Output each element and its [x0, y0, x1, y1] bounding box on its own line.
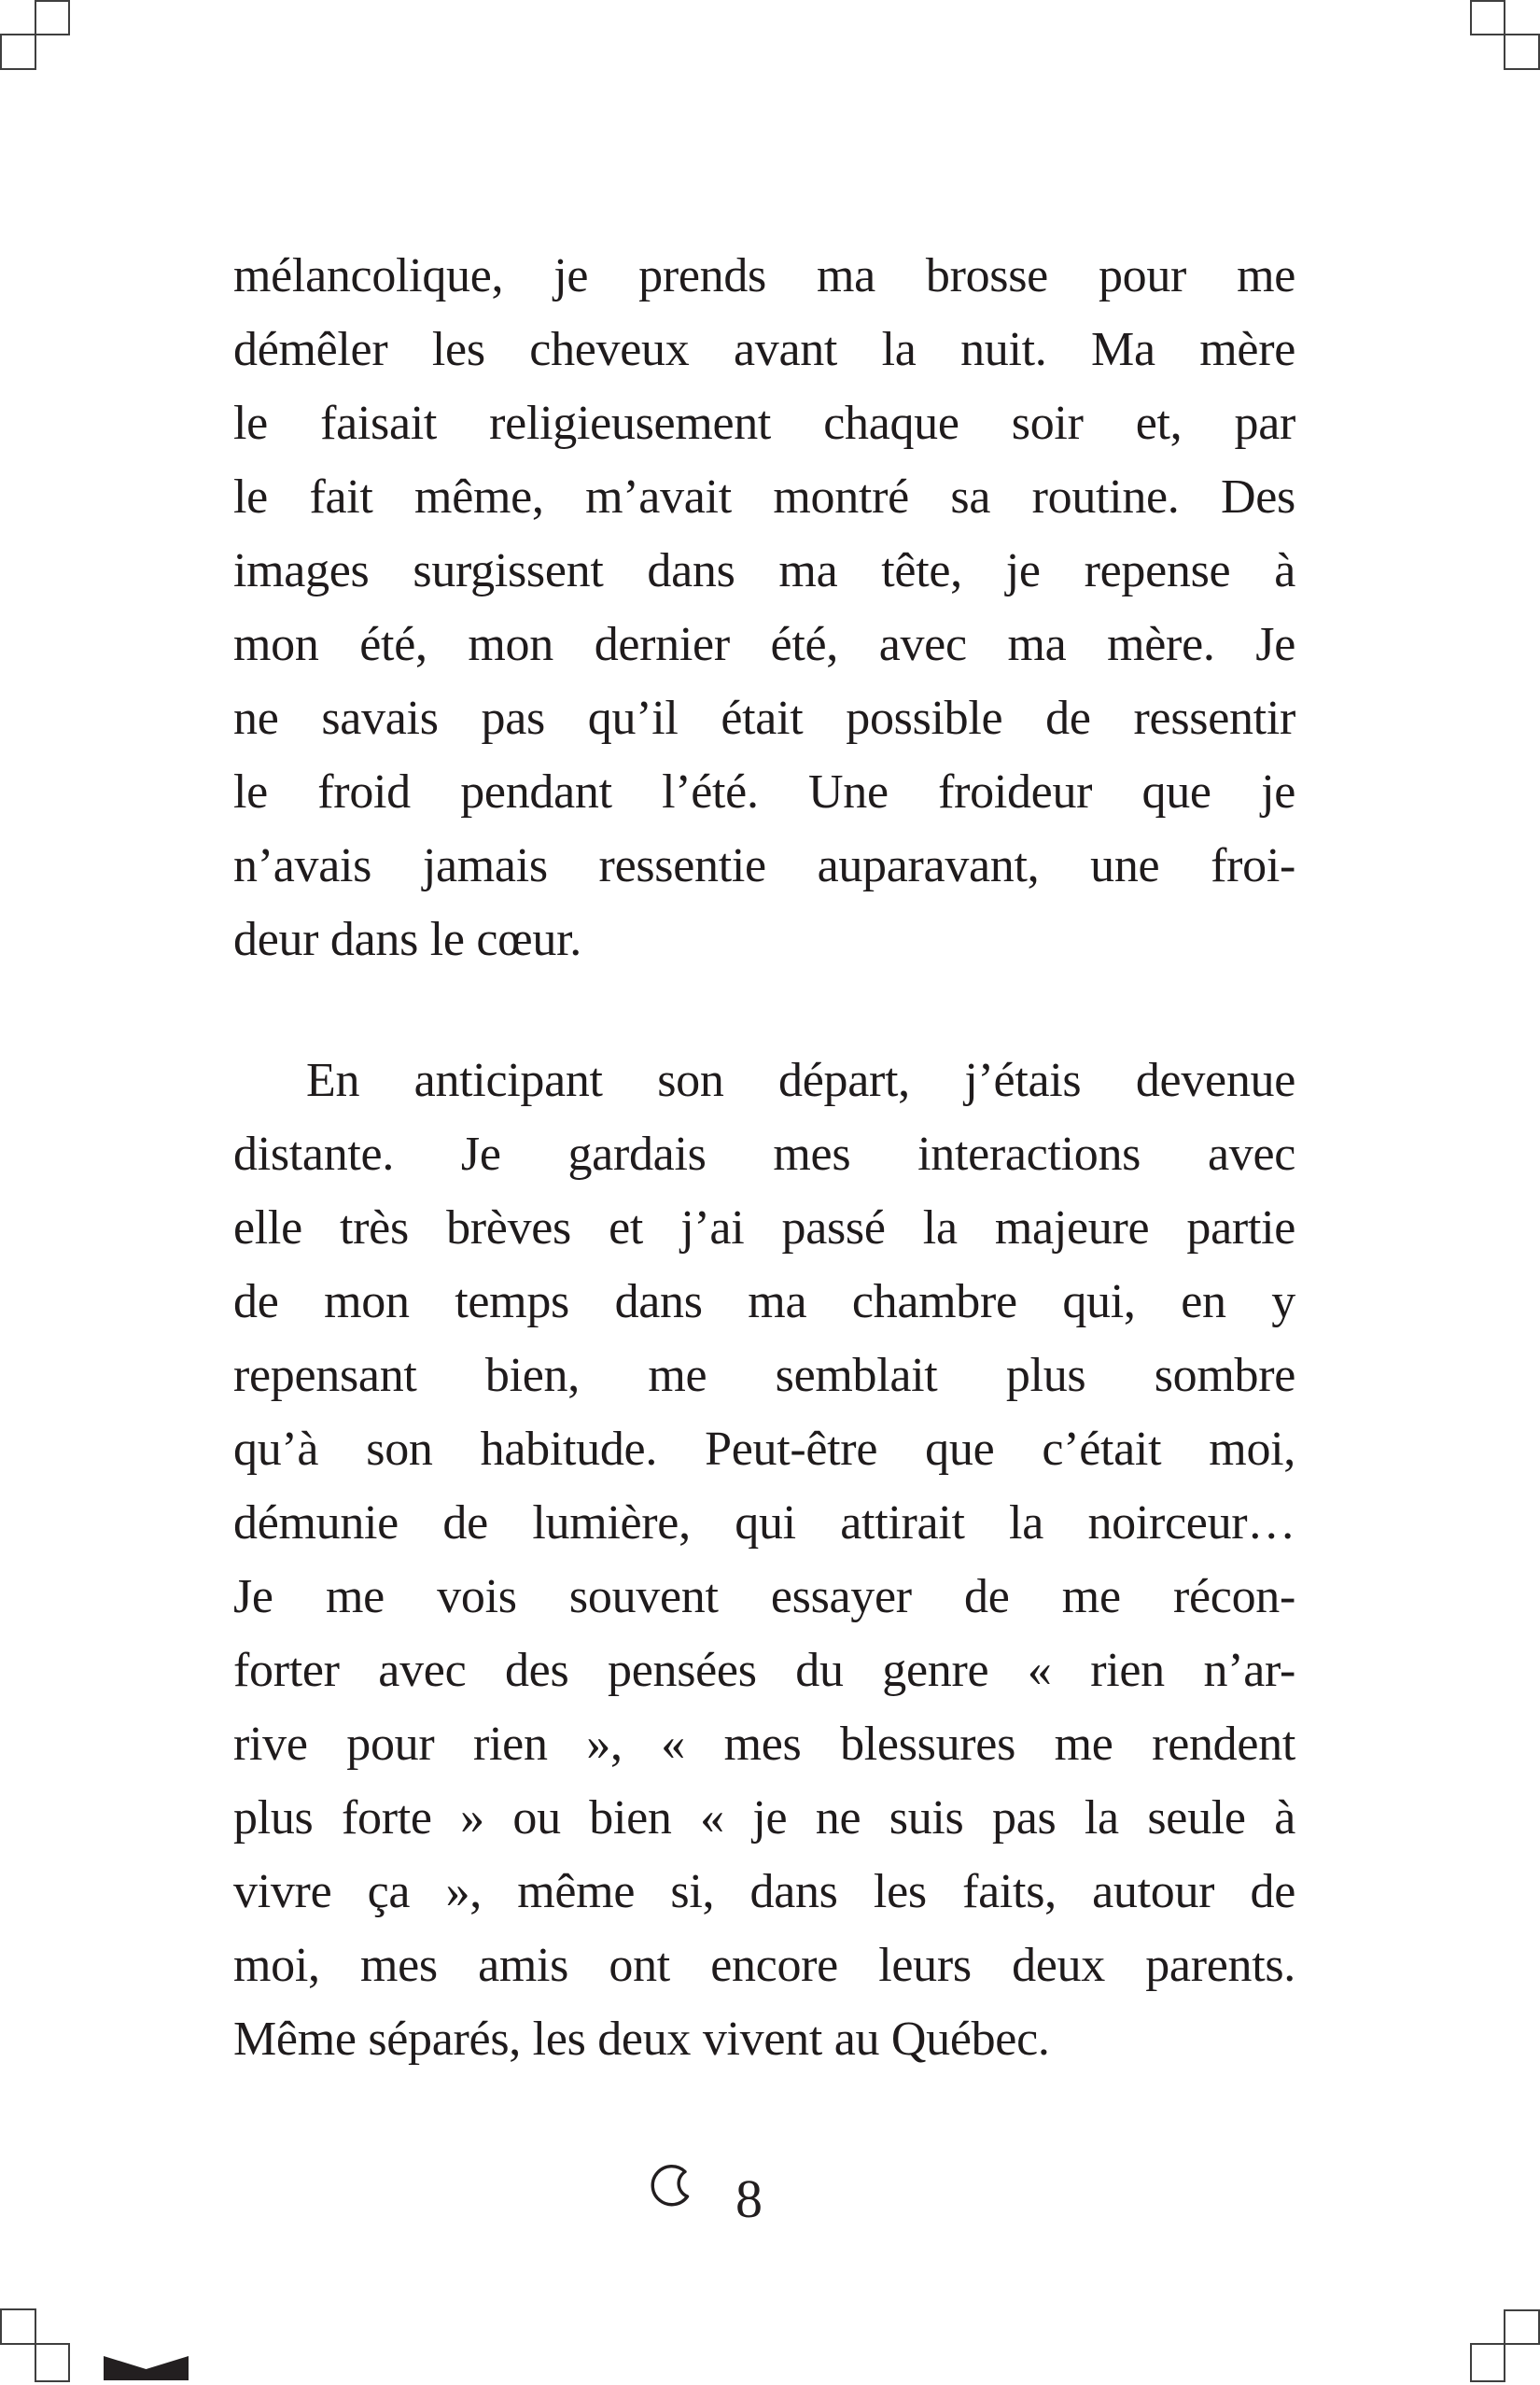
text-line: démêler les cheveux avant la nuit. Ma mère: [233, 323, 1295, 376]
text-line: repensant bien, me semblait plus sombre: [233, 1349, 1295, 1402]
crop-mark-square: [0, 34, 36, 70]
text-line: mélancolique, je prends ma brosse pour me: [233, 249, 1295, 302]
crop-mark-square: [1504, 34, 1540, 70]
text-line: Je me vois souvent essayer de me récon-: [233, 1570, 1295, 1623]
text-line: Même séparés, les deux vivent au Québec.: [233, 2013, 1050, 2066]
text-line: plus forte » ou bien « je ne suis pas la seule à: [233, 1791, 1295, 1845]
text-line: vivre ça », même si, dans les faits, autour de: [233, 1865, 1295, 1918]
paragraph: [233, 1044, 1295, 2076]
text-line: En anticipant son départ, j’étais devenue: [306, 1054, 1295, 1107]
crop-mark-square: [35, 2343, 70, 2382]
text-line: de mon temps dans ma chambre qui, en y: [233, 1275, 1295, 1328]
page-number: 8: [735, 2168, 763, 2229]
text-line: elle très brèves et j’ai passé la majeure partie: [233, 1201, 1295, 1255]
text-line: images surgissent dans ma tête, je repense à: [233, 544, 1295, 597]
text-line: le fait même, m’avait montré sa routine. Des: [233, 470, 1295, 524]
text-line: forter avec des pensées du genre « rien n’ar-: [233, 1644, 1295, 1697]
text-line: démunie de lumière, qui attirait la noirceur…: [233, 1496, 1295, 1550]
text-line: ne savais pas qu’il était possible de ressentir: [233, 692, 1295, 745]
crop-mark-square: [0, 2308, 36, 2345]
text-line: le froid pendant l’été. Une froideur que je: [233, 765, 1295, 819]
text-line: distante. Je gardais mes interactions avec: [233, 1128, 1295, 1181]
crop-mark-square: [1470, 2343, 1505, 2382]
crop-mark-square: [35, 0, 70, 35]
text-line: deur dans le cœur.: [233, 913, 581, 966]
text-line: le faisait religieusement chaque soir et, par: [233, 397, 1295, 450]
text-line: rive pour rien », « mes blessures me rendent: [233, 1718, 1295, 1771]
text-line: n’avais jamais ressentie auparavant, une froi-: [233, 839, 1295, 892]
text-line: moi, mes amis ont encore leurs deux parents.: [233, 1939, 1295, 1992]
body-text: [233, 239, 1295, 2076]
text-line: qu’à son habitude. Peut-être que c’était moi,: [233, 1423, 1295, 1476]
footer-logo-partial: [104, 2356, 189, 2380]
paragraph: [233, 239, 1295, 976]
text-line: mon été, mon dernier été, avec ma mère. Je: [233, 618, 1295, 671]
crop-mark-square: [1504, 2309, 1540, 2345]
crop-mark-square: [1470, 0, 1505, 35]
crescent-moon-icon: [650, 2162, 696, 2210]
